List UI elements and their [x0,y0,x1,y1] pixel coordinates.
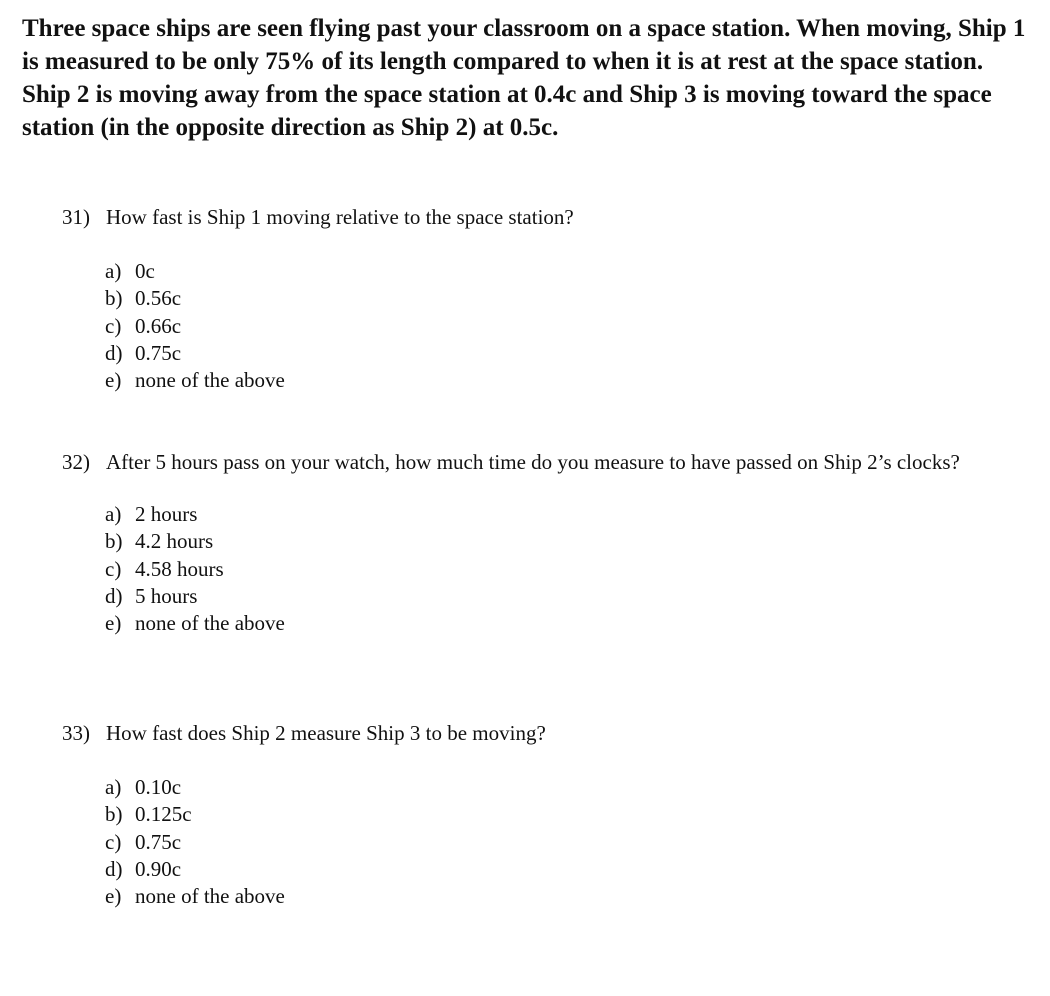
question-33 [62,719,1022,910]
option-e [105,610,1022,637]
answer-options [105,774,1022,910]
option-label: c) [105,829,122,854]
answer-options [105,501,1022,637]
option-text: 4.58 hours [135,556,224,581]
option-text: 5 hours [135,583,198,608]
question-number: 31) [62,205,90,229]
option-label: d) [105,856,123,881]
option-e [105,367,1022,394]
option-d [105,340,1022,367]
question-stem [62,719,1022,747]
option-label: c) [105,556,122,581]
option-text: 0.75c [135,340,182,365]
option-text: 0.90c [135,856,182,881]
option-label: e) [105,884,122,909]
option-label: d) [105,583,123,608]
problem-intro: Three space ships are seen flying past your classroom on a space station. When moving, Ship 1 is measured to be only 75% of its length compared to when it is at rest at the space station. Ship 2 is moving away from the space station at 0.4c and Ship 3 is moving toward the space station (in the opposite direction as Ship 2) at 0.5c. [22,15,1026,141]
option-text: none of the above [135,884,285,909]
option-label: e) [105,611,122,636]
option-label: d) [105,340,123,365]
option-d [105,583,1022,610]
question-stem [62,203,1022,231]
option-b [105,801,1022,828]
option-text: 0.56c [135,286,182,311]
option-text: 2 hours [135,502,198,526]
option-label: b) [105,802,123,827]
option-label: a) [105,502,122,526]
option-label: a) [105,259,122,283]
question-text: How fast is Ship 1 moving relative to the space station? [106,205,574,229]
option-text: none of the above [135,368,285,393]
option-text: 0c [135,259,155,283]
option-label: a) [105,775,122,799]
option-d [105,856,1022,883]
option-text: 0.75c [135,829,182,854]
option-text: 4.2 hours [135,529,214,554]
option-label: b) [105,529,123,554]
question-number: 33) [62,721,90,745]
answer-options [105,258,1022,394]
question-text: After 5 hours pass on your watch, how much time do you measure to have passed on Ship 2’s clocks? [106,450,960,474]
option-e [105,883,1022,910]
option-label: c) [105,313,122,338]
option-c [105,313,1022,340]
option-c [105,829,1022,856]
option-a [105,258,1022,285]
question-32 [62,448,1022,637]
option-a [105,774,1022,801]
question-text: How fast does Ship 2 measure Ship 3 to be moving? [106,721,546,745]
option-text: 0.125c [135,802,192,827]
option-label: b) [105,286,123,311]
option-a [105,501,1022,528]
question-31 [62,203,1022,394]
option-text: 0.66c [135,313,182,338]
option-text: 0.10c [135,775,182,799]
question-number: 32) [62,450,90,474]
option-b [105,528,1022,555]
question-stem [62,448,1022,476]
option-text: none of the above [135,611,285,636]
option-label: e) [105,368,122,393]
option-c [105,556,1022,583]
option-b [105,285,1022,312]
